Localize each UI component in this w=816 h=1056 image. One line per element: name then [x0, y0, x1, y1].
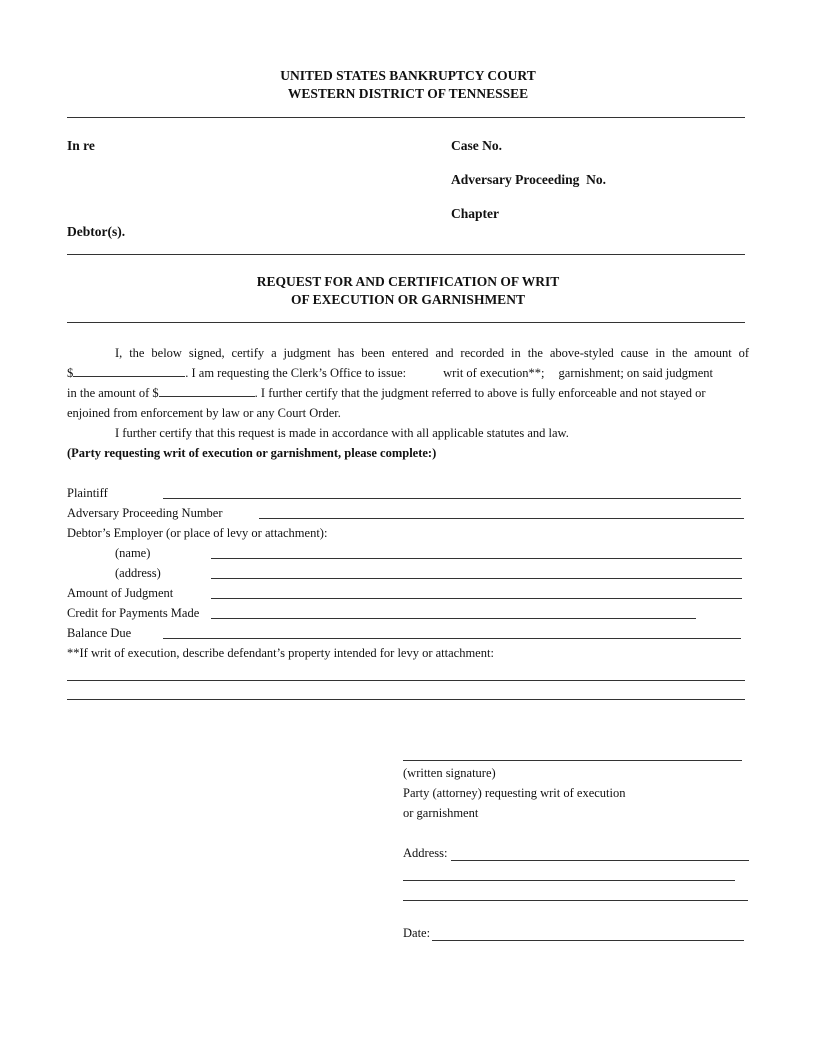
amount-of-judgment-label: Amount of Judgment [67, 586, 174, 600]
address-field-line-3[interactable] [403, 900, 748, 901]
date-field[interactable] [432, 940, 744, 941]
in-re-label: In re [67, 138, 95, 153]
certification-line-4: enjoined from enforcement by law or any Court Order. [67, 406, 341, 420]
property-description-line[interactable] [67, 680, 745, 681]
address-label: Address: [403, 846, 448, 860]
debtors-label: Debtor(s). [67, 224, 126, 239]
plaintiff-field[interactable] [163, 498, 741, 499]
party-requesting-label: Party (attorney) requesting writ of execution [403, 786, 626, 800]
dollar-sign: $ [67, 366, 74, 380]
amount-of-judgment-field[interactable] [211, 598, 742, 599]
court-name: UNITED STATES BANKRUPTCY COURT [280, 68, 536, 83]
amount-label: in the amount of $ [67, 386, 159, 400]
adversary-number-label: Adversary Proceeding Number [67, 506, 223, 520]
date-label: Date: [403, 926, 431, 940]
court-district: WESTERN DISTRICT OF TENNESSEE [287, 86, 529, 101]
certification-line-3 [67, 383, 749, 403]
adversary-proceeding-label: Adversary Proceeding No. [451, 172, 606, 187]
garnishment-option[interactable]: garnishment; on said judgment [558, 366, 714, 380]
property-description-label: **If writ of execution, describe defendant’s property intended for levy or attachment: [67, 646, 494, 660]
document-title-line2: OF EXECUTION OR GARNISHMENT [291, 292, 525, 307]
judgment-amount-blank[interactable] [73, 364, 185, 377]
employer-address-field[interactable] [211, 578, 742, 579]
statutes-statement: I further certify that this request is made in accordance with all applicable statutes and law. [115, 426, 569, 440]
employer-name-label: (name) [115, 546, 151, 560]
address-field[interactable] [451, 860, 749, 861]
instructions-heading: (Party requesting writ of execution or garnishment, please complete:) [67, 446, 437, 460]
credit-for-payments-label: Credit for Payments Made [67, 606, 200, 620]
signature-line[interactable] [403, 760, 742, 761]
request-text: . I am requesting the Clerk’s Office to issue: [185, 366, 407, 380]
divider [67, 254, 745, 255]
credit-for-payments-field[interactable] [211, 618, 696, 619]
balance-due-field[interactable] [163, 638, 741, 639]
writ-of-execution-option[interactable]: writ of execution**; [443, 366, 545, 380]
case-no-label: Case No. [451, 138, 502, 153]
divider [67, 322, 745, 323]
document-title: REQUEST FOR AND CERTIFICATION OF WRIT [256, 274, 560, 289]
enforceable-text: . I further certify that the judgment referred to above is fully enforceable and not stayed or [254, 386, 706, 400]
written-signature-label: (written signature) [403, 766, 496, 780]
balance-due-label: Balance Due [67, 626, 132, 640]
amount-blank[interactable] [159, 384, 255, 397]
property-description-line[interactable] [67, 699, 745, 700]
plaintiff-label: Plaintiff [67, 486, 108, 500]
certification-line-2 [67, 363, 749, 383]
employer-label: Debtor’s Employer (or place of levy or attachment): [67, 526, 328, 540]
party-requesting-label-2: or garnishment [403, 806, 479, 820]
chapter-label: Chapter [451, 206, 499, 221]
address-field-line-2[interactable] [403, 880, 735, 881]
employer-name-field[interactable] [211, 558, 742, 559]
adversary-number-field[interactable] [259, 518, 744, 519]
employer-address-label: (address) [115, 566, 161, 580]
divider [67, 117, 745, 118]
certification-line-1: I, the below signed, certify a judgment has been entered and recorded in the above-styled cause in the amount of [115, 346, 749, 360]
